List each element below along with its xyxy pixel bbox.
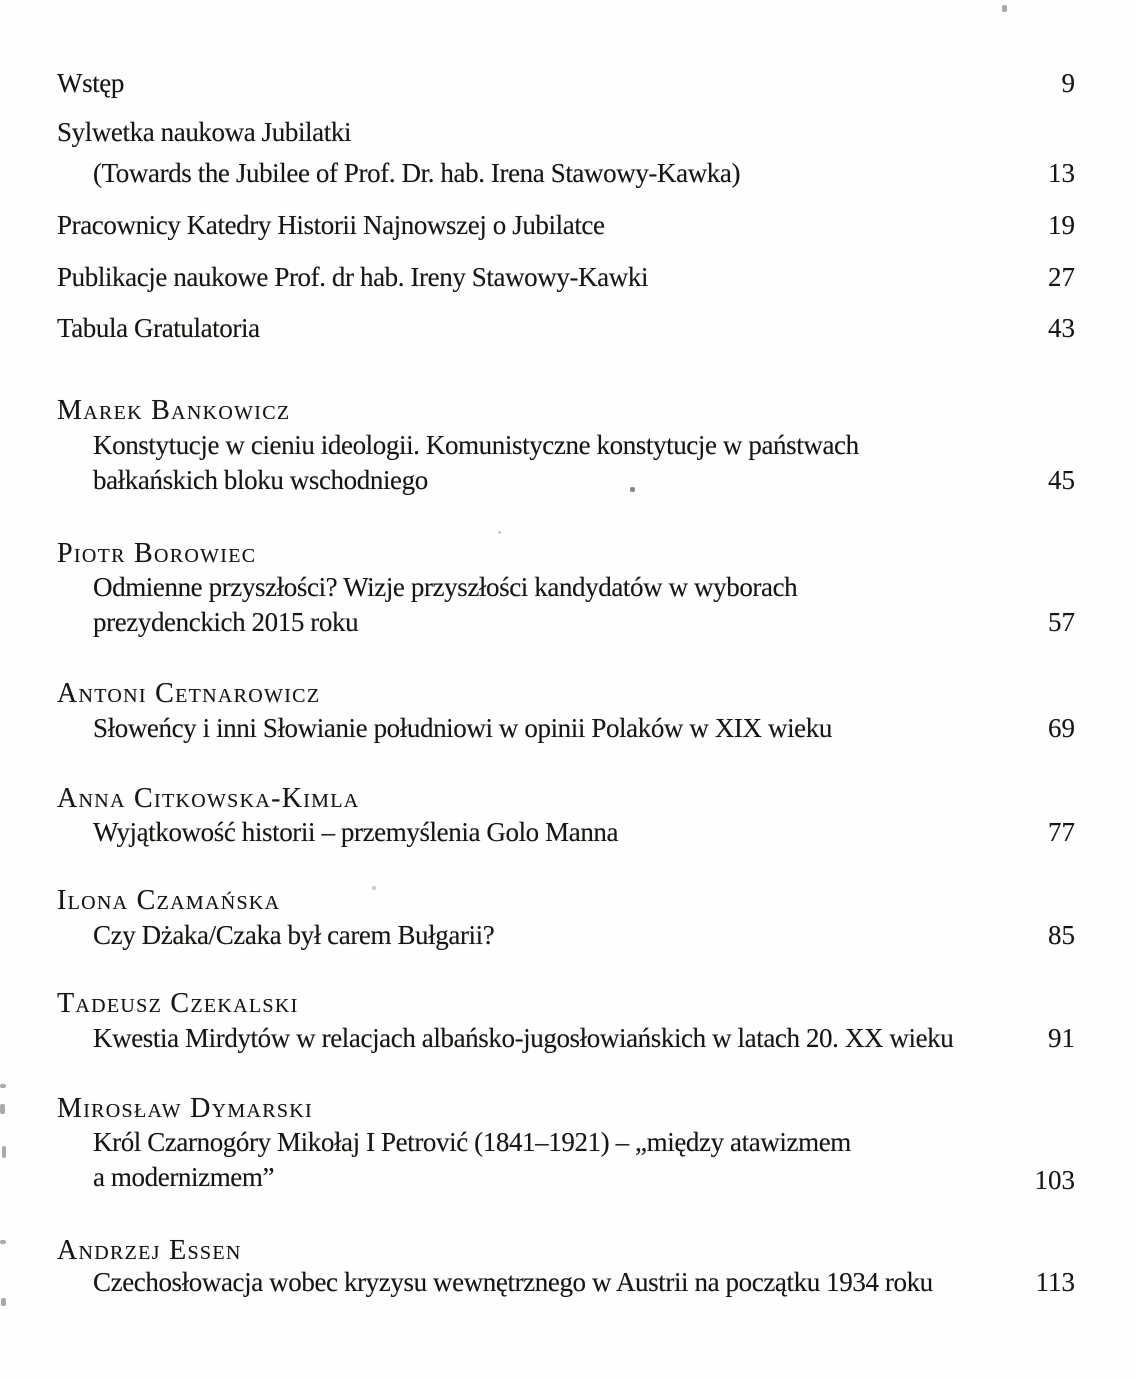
article-title-line: Kwestia Mirdytów w relacjach albańsko-jugosłowiańskich w latach 20. XX wieku bbox=[93, 1023, 954, 1053]
scan-artifact bbox=[372, 886, 376, 890]
scan-artifact bbox=[1, 1298, 6, 1306]
toc-entry-title: Publikacje naukowe Prof. dr hab. Ireny Stawowy-Kawki bbox=[57, 262, 649, 292]
article-page-number: 91 bbox=[1048, 1023, 1075, 1053]
toc-entry-title: Sylwetka naukowa Jubilatki bbox=[57, 117, 352, 147]
scan-artifact bbox=[1002, 5, 1007, 12]
article-title-line: Konstytucje w cieniu ideologii. Komunistyczne konstytucje w państwach bbox=[93, 430, 859, 460]
article-page-number: 77 bbox=[1048, 817, 1075, 847]
toc-entry-page-number: 43 bbox=[1048, 313, 1075, 343]
toc-entry-title: Wstęp bbox=[57, 68, 124, 98]
scan-artifact bbox=[0, 1240, 6, 1244]
article-author: Ilona Czamańska bbox=[57, 885, 281, 916]
article-page-number: 113 bbox=[1035, 1267, 1075, 1297]
article-author: Andrzej Essen bbox=[57, 1235, 242, 1266]
scan-artifact bbox=[2, 1146, 6, 1158]
scan-artifact bbox=[0, 1084, 6, 1088]
article-page-number: 69 bbox=[1048, 713, 1075, 743]
article-title-line: Czy Dżaka/Czaka był carem Bułgarii? bbox=[93, 920, 495, 950]
article-page-number: 45 bbox=[1048, 465, 1075, 495]
toc-entry-translation: (Towards the Jubilee of Prof. Dr. hab. Irena Stawowy-Kawka) bbox=[93, 158, 741, 188]
toc-entry-page-number: 19 bbox=[1048, 210, 1075, 240]
scan-artifact bbox=[0, 1104, 5, 1114]
toc-entry-page-number: 9 bbox=[1061, 68, 1075, 98]
toc-entry-page-number: 27 bbox=[1048, 262, 1075, 292]
article-author: Mirosław Dymarski bbox=[57, 1093, 313, 1124]
article-title-line: prezydenckich 2015 roku bbox=[93, 607, 359, 637]
article-title-line: Słoweńcy i inni Słowianie południowi w opinii Polaków w XIX wieku bbox=[93, 713, 832, 743]
article-title-line: a modernizmem” bbox=[93, 1162, 275, 1192]
scan-artifact bbox=[630, 487, 635, 492]
toc-entry-title: Tabula Gratulatoria bbox=[57, 313, 260, 343]
article-author: Tadeusz Czekalski bbox=[57, 988, 299, 1019]
article-page-number: 85 bbox=[1048, 920, 1075, 950]
toc-entry-page-number: 13 bbox=[1048, 158, 1075, 188]
article-title-line: bałkańskich bloku wschodniego bbox=[93, 465, 428, 495]
article-title-line: Odmienne przyszłości? Wizje przyszłości kandydatów w wyborach bbox=[93, 572, 798, 602]
article-author: Piotr Borowiec bbox=[57, 538, 257, 569]
toc-entry-title: Pracownicy Katedry Historii Najnowszej o Jubilatce bbox=[57, 210, 605, 240]
article-title-line: Król Czarnogóry Mikołaj I Petrović (1841–1921) – „między atawizmem bbox=[93, 1127, 851, 1157]
article-title-line: Wyjątkowość historii – przemyślenia Golo Manna bbox=[93, 817, 619, 847]
article-title-line: Czechosłowacja wobec kryzysu wewnętrznego w Austrii na początku 1934 roku bbox=[93, 1267, 933, 1297]
article-author: Antoni Cetnarowicz bbox=[57, 678, 321, 709]
article-author: Marek Bankowicz bbox=[57, 395, 291, 426]
scan-artifact bbox=[498, 531, 501, 534]
article-author: Anna Citkowska-Kimla bbox=[57, 783, 360, 814]
article-page-number: 103 bbox=[1034, 1165, 1075, 1195]
article-page-number: 57 bbox=[1048, 607, 1075, 637]
